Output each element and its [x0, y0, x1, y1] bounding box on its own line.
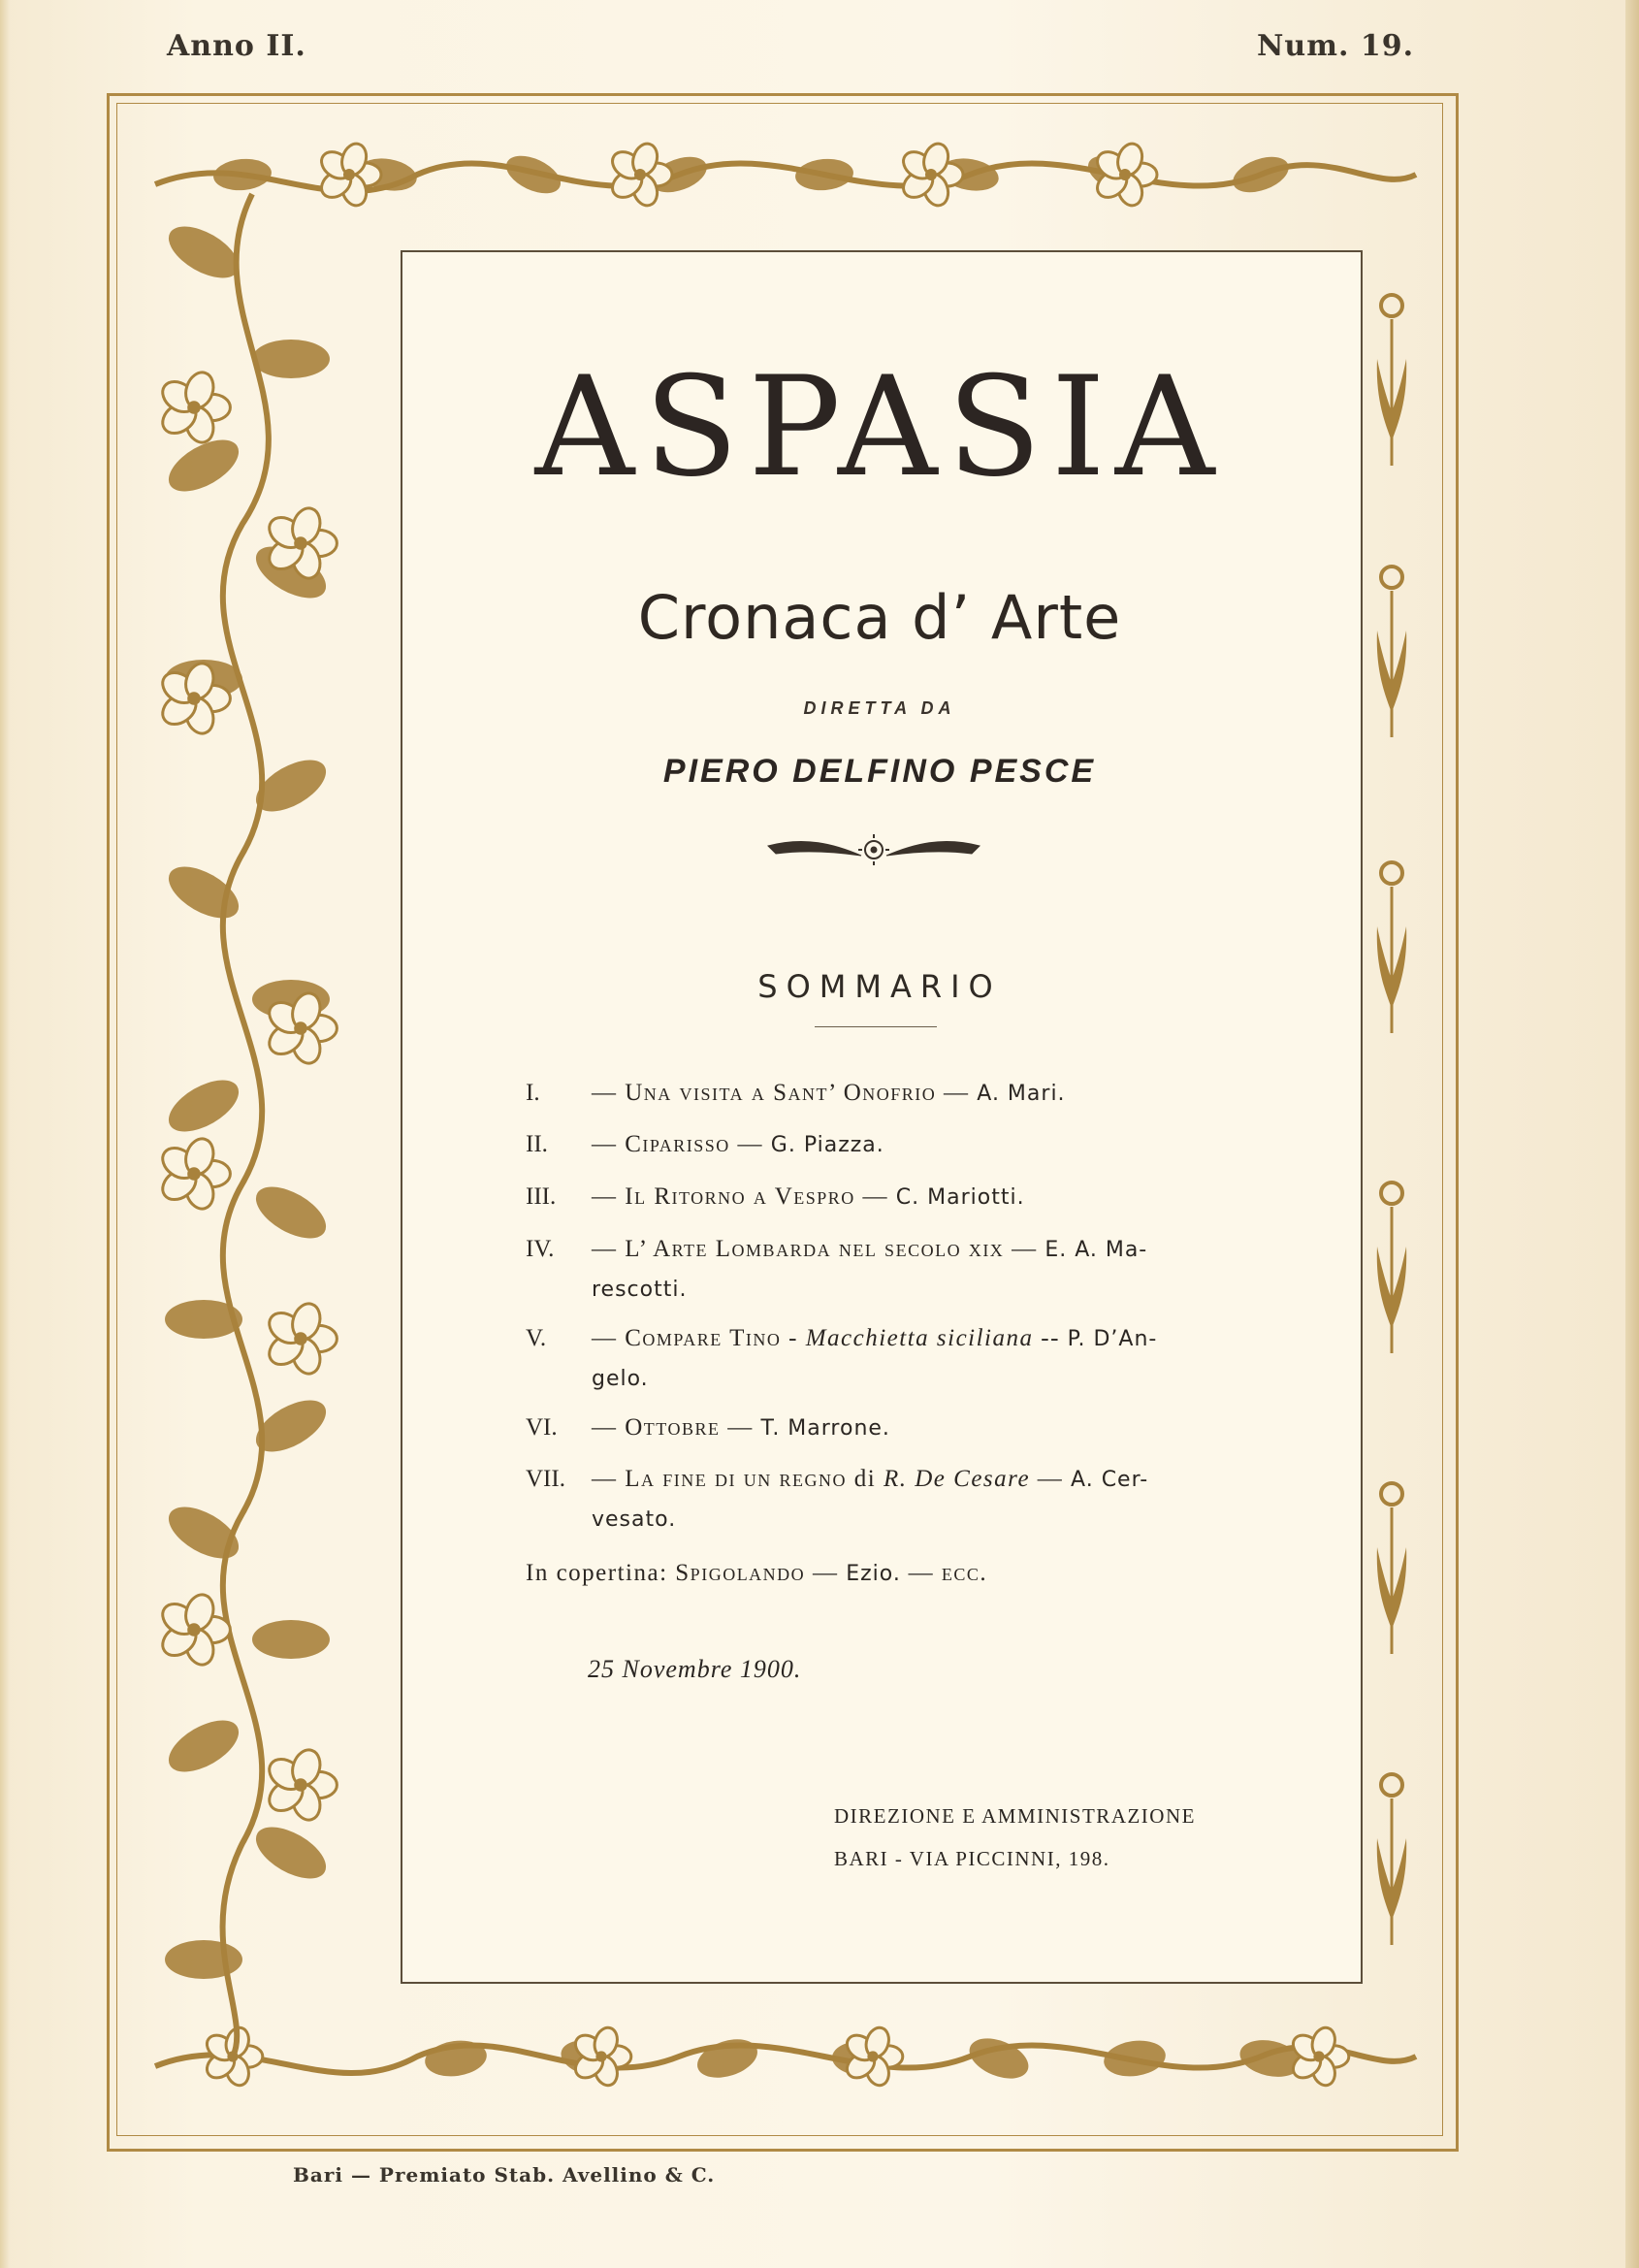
toc-author: T. Marrone. — [760, 1416, 890, 1441]
toc-title: Ottobre — [625, 1414, 721, 1441]
toc-author: E. A. Ma- — [1044, 1238, 1148, 1262]
toc-author: G. Piazza. — [770, 1133, 884, 1157]
cover-label: In copertina: — [526, 1560, 668, 1586]
toc-separator: — — [737, 1131, 764, 1157]
toc-dash: — — [592, 1325, 618, 1351]
director-name: PIERO DELFINO PESCE — [662, 753, 1097, 790]
toc-author-continued: gelo. — [592, 1367, 649, 1391]
toc-subtitle: Macchietta siciliana — [805, 1325, 1034, 1351]
toc-item-number: V. — [526, 1325, 547, 1351]
toc-title: Ciparisso — [625, 1131, 730, 1157]
toc-separator: — — [862, 1183, 889, 1210]
summary-underline — [815, 1026, 937, 1027]
administration-line-2: BARI - VIA PICCINNI, 198. — [834, 1847, 1110, 1870]
toc-item-number: II. — [526, 1131, 548, 1157]
year-label: Anno II. — [167, 29, 306, 63]
toc-dash: — — [592, 1466, 618, 1492]
directed-by-label: DIRETTA DA — [803, 698, 956, 718]
toc-item-number: VII. — [526, 1466, 565, 1492]
magazine-title: ASPASIA — [534, 347, 1225, 507]
cover-etc: ecc. — [941, 1560, 988, 1586]
toc-separator: — — [727, 1414, 754, 1441]
issue-number: Num. 19. — [1257, 29, 1415, 63]
toc-separator: — — [944, 1080, 970, 1106]
toc-dash: — — [592, 1131, 618, 1157]
toc-author: A. Mari. — [977, 1082, 1066, 1106]
summary-heading: SOMMARIO — [757, 968, 1002, 1005]
toc-dash: — — [592, 1080, 618, 1106]
toc-item-number: IV. — [526, 1236, 555, 1262]
toc-item-number: I. — [526, 1080, 540, 1106]
toc-dash: — — [592, 1183, 618, 1210]
cover-separator: — — [812, 1560, 839, 1586]
toc-dash: — — [592, 1414, 618, 1441]
cover-author: Ezio. — [846, 1562, 901, 1586]
ornament-flourish-icon — [768, 834, 980, 865]
toc-author-continued: rescotti. — [592, 1278, 688, 1302]
toc-title: Il Ritorno a Vespro — [625, 1183, 855, 1210]
magazine-subtitle: Cronaca d’ Arte — [637, 582, 1122, 653]
toc-by: di — [853, 1466, 877, 1492]
toc-item-number: VI. — [526, 1414, 558, 1441]
toc-item-number: III. — [526, 1183, 557, 1210]
toc-title: La fine di un regno — [625, 1466, 848, 1492]
toc-title: L’ Arte Lombarda nel secolo xix — [625, 1236, 1005, 1262]
toc-author: C. Mariotti. — [895, 1185, 1025, 1210]
cover-separator-2: — — [908, 1560, 935, 1586]
toc-author: A. Cer- — [1071, 1468, 1149, 1492]
toc-separator: -- — [1041, 1325, 1060, 1351]
printer-imprint: Bari — Premiato Stab. Avellino & C. — [293, 2163, 716, 2187]
toc-dash: — — [592, 1236, 618, 1262]
administration-line-1: DIREZIONE E AMMINISTRAZIONE — [834, 1804, 1196, 1828]
toc-title: Compare Tino — [625, 1325, 782, 1351]
toc-author: P. D’An- — [1067, 1327, 1158, 1351]
toc-separator: — — [1012, 1236, 1038, 1262]
toc-title: Una visita a Sant’ Onofrio — [625, 1080, 937, 1106]
toc-separator: - — [788, 1325, 798, 1351]
toc-separator: — — [1037, 1466, 1064, 1492]
toc-author-continued: vesato. — [592, 1507, 677, 1532]
cover-title: Spigolando — [675, 1560, 806, 1586]
issue-date: 25 Novembre 1900. — [588, 1655, 802, 1683]
toc-about: R. De Cesare — [883, 1466, 1031, 1492]
